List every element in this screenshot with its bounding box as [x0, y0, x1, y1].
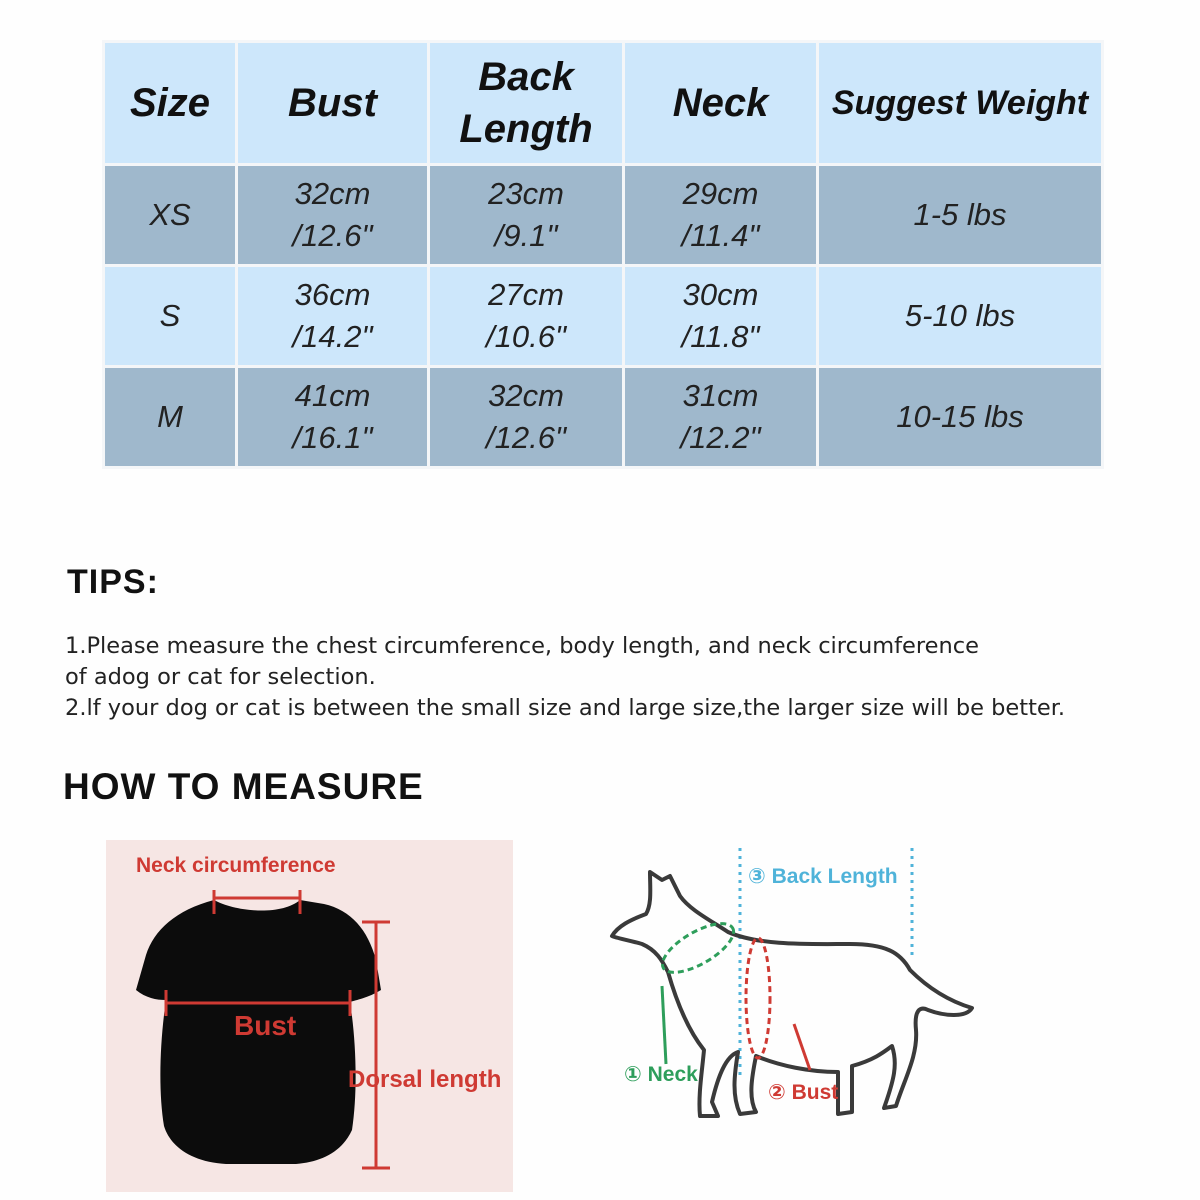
- tip-line-2: 2.lf your dog or cat is between the small size and large size,the larger size will be better.: [65, 695, 1066, 721]
- header-back-length: [429, 42, 624, 165]
- cell-neck-in: /11.4": [681, 218, 760, 253]
- shirt-measure-diagram: [106, 840, 513, 1192]
- shirt-illustration: [106, 840, 513, 1192]
- cell-back-cm: 32cm: [488, 378, 564, 413]
- cell-neck-cm: 31cm: [682, 378, 759, 413]
- shirt-bust-label: Bust: [234, 1010, 297, 1041]
- dog-back-length-label: ③ Back Length: [748, 865, 898, 888]
- cell-bust-in: /12.6": [292, 218, 373, 253]
- tip-line-1-continued: of adog or cat for selection.: [65, 664, 376, 690]
- cell-size: XS: [104, 165, 237, 266]
- cell-neck: [624, 266, 818, 367]
- cell-back-cm: 23cm: [488, 176, 564, 211]
- cell-back-length: [429, 266, 624, 367]
- cell-weight: 10-15 lbs: [818, 367, 1103, 468]
- cell-neck-cm: 30cm: [682, 277, 759, 312]
- cell-neck-cm: 29cm: [682, 176, 759, 211]
- shirt-dorsal-label: Dorsal length: [348, 1066, 502, 1093]
- tip-line-1: 1.Please measure the chest circumference, body length, and neck circumference: [65, 633, 979, 659]
- table-header-row: [104, 42, 1103, 165]
- cell-weight: 1-5 lbs: [818, 165, 1103, 266]
- cell-back-in: /10.6": [486, 319, 566, 354]
- neck-pointer: [662, 986, 666, 1064]
- table-row: [104, 266, 1103, 367]
- cell-back-length: [429, 165, 624, 266]
- header-length-word: Length: [459, 107, 593, 151]
- cell-back-length: [429, 367, 624, 468]
- cell-size: M: [104, 367, 237, 468]
- bust-ring: [746, 938, 770, 1058]
- size-chart-table: [102, 40, 1104, 469]
- table-row: [104, 367, 1103, 468]
- cell-weight: 5-10 lbs: [818, 266, 1103, 367]
- cell-bust: [237, 165, 429, 266]
- dog-bust-label: ② Bust: [768, 1081, 839, 1104]
- header-back-word: Back: [478, 55, 574, 99]
- cell-bust: [237, 367, 429, 468]
- neck-ring: [655, 914, 740, 982]
- dog-neck-label: ① Neck: [624, 1063, 698, 1086]
- cell-back-cm: 27cm: [488, 277, 564, 312]
- header-neck: Neck: [624, 42, 818, 165]
- how-to-measure-heading: HOW TO MEASURE: [63, 766, 424, 807]
- cell-neck-in: /11.8": [681, 319, 760, 354]
- header-size: Size: [104, 42, 237, 165]
- shirt-neck-label: Neck circumference: [136, 854, 336, 877]
- cell-neck: [624, 367, 818, 468]
- cell-bust-cm: 36cm: [294, 277, 371, 312]
- bust-pointer: [794, 1024, 810, 1070]
- table-row: [104, 165, 1103, 266]
- cell-bust: [237, 266, 429, 367]
- cell-bust-in: /14.2": [292, 319, 373, 354]
- header-suggest-weight: Suggest Weight: [818, 42, 1103, 165]
- cell-bust-in: /16.1": [292, 420, 373, 455]
- cell-neck: [624, 165, 818, 266]
- cell-size: S: [104, 266, 237, 367]
- tips-heading: TIPS:: [67, 563, 159, 601]
- cell-back-in: /9.1": [494, 218, 558, 253]
- cell-back-in: /12.6": [486, 420, 566, 455]
- header-bust: Bust: [237, 42, 429, 165]
- cell-bust-cm: 41cm: [294, 378, 371, 413]
- cell-bust-cm: 32cm: [294, 176, 371, 211]
- cell-neck-in: /12.2": [680, 420, 761, 455]
